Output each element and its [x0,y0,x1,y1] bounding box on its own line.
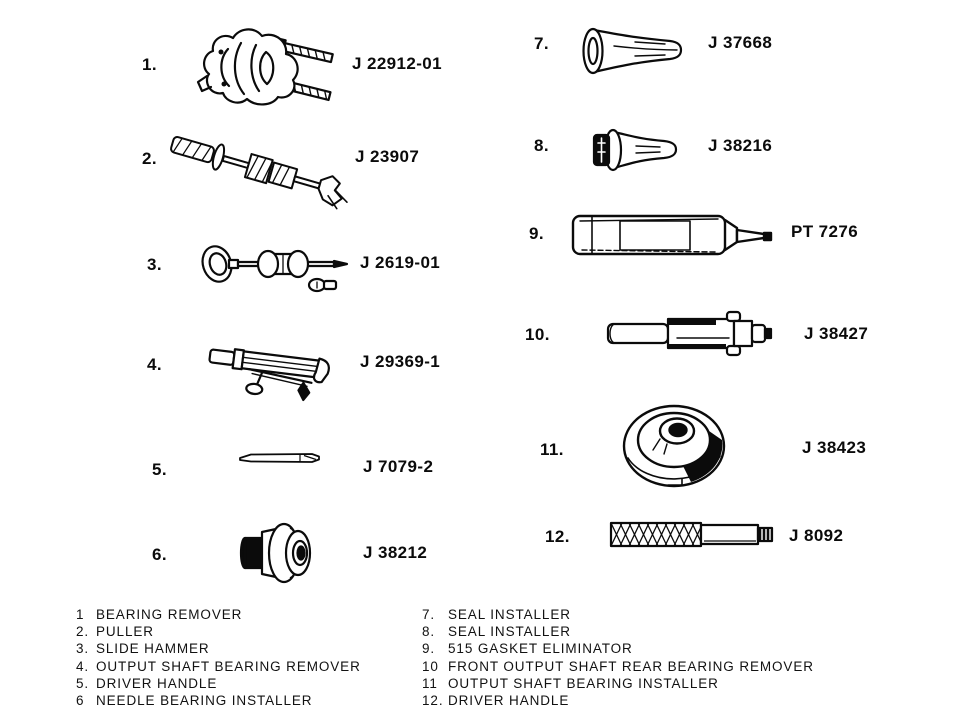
item-1-number: 1. [142,55,157,74]
legend-label: 515 GASKET ELIMINATOR [448,641,633,657]
legend-number: 10 [422,658,439,674]
item-12-number: 12. [545,527,570,546]
legend-number: 4. [76,658,90,674]
legend-label: DRIVER HANDLE [96,675,218,691]
legend-label: SLIDE HAMMER [96,641,210,657]
front-output-shaft-rear-bearing-remover-figure [605,310,775,356]
legend-entry-2 [76,623,361,640]
item-11-part-number: J 38423 [802,438,867,457]
item-12-part-number: J 8092 [789,526,844,545]
legend-label: OUTPUT SHAFT BEARING INSTALLER [448,675,719,691]
legend-number: 3. [76,641,90,657]
legend-label: BEARING REMOVER [96,607,243,622]
item-9-part-number: PT 7276 [791,222,859,241]
legend-label: DRIVER HANDLE [448,693,570,709]
item-9-number: 9. [529,224,544,243]
output-shaft-bearing-installer-figure [620,398,732,492]
item-2-number: 2. [142,149,157,168]
legend-entry-12 [422,692,814,709]
legend-entry-8 [422,623,814,640]
legend-number: 12. [422,693,444,709]
driver-handle-figure [238,449,323,467]
item-2-part-number: J 23907 [355,147,420,166]
legend-label: NEEDLE BEARING INSTALLER [96,693,313,709]
legend-number: 9. [422,641,436,657]
legend-label: FRONT OUTPUT SHAFT REAR BEARING REMOVER [448,658,814,674]
item-4-part-number: J 29369-1 [360,352,441,371]
item-3-number: 3. [147,255,162,274]
legend-number: 6 [76,693,85,709]
item-1-part-number: J 22912-01 [352,54,443,73]
legend-number: 5. [76,675,90,691]
legend-entry-1 [76,606,361,623]
item-10-part-number: J 38427 [804,324,869,343]
puller-figure [170,124,360,216]
item-5-number: 5. [152,460,167,479]
legend-number: 2. [76,624,90,640]
item-8-part-number: J 38216 [708,136,773,155]
item-7-part-number: J 37668 [708,33,773,52]
legend-right-column [422,606,814,709]
seal-installer-2-figure [588,122,683,177]
item-6-number: 6. [152,545,167,564]
item-4-number: 4. [147,355,162,374]
legend-number: 7. [422,607,436,622]
legend-label: SEAL INSTALLER [448,624,571,640]
item-7-number: 7. [534,34,549,53]
legend-entry-5 [76,675,361,692]
legend-number: 11 [422,675,438,691]
item-3-part-number: J 2619-01 [360,253,441,272]
legend-number: 1 [76,607,85,622]
item-11-number: 11. [540,440,564,459]
legend-entry-11 [422,675,814,692]
legend-entry-3 [76,640,361,657]
driver-handle-2-figure [608,517,778,553]
legend-entry-9 [422,640,814,657]
gasket-eliminator-tube-figure [570,208,775,263]
output-shaft-bearing-remover-figure [208,330,336,402]
legend-label: PULLER [96,624,154,640]
legend-number: 8. [422,624,436,640]
item-10-number: 10. [525,325,550,344]
legend-entry-10 [422,658,814,675]
slide-hammer-figure [198,238,348,296]
legend-entry-6 [76,692,361,709]
legend-left-column [76,606,361,709]
seal-installer-figure [580,22,685,80]
legend-label: SEAL INSTALLER [448,607,571,622]
legend-label: OUTPUT SHAFT BEARING REMOVER [96,658,361,674]
item-8-number: 8. [534,136,549,155]
needle-bearing-installer-figure [238,512,318,592]
legend-entry-7 [422,606,814,623]
legend-entry-4 [76,658,361,675]
item-6-part-number: J 38212 [363,543,428,562]
bearing-remover-figure [193,18,343,118]
item-5-part-number: J 7079-2 [363,457,434,476]
